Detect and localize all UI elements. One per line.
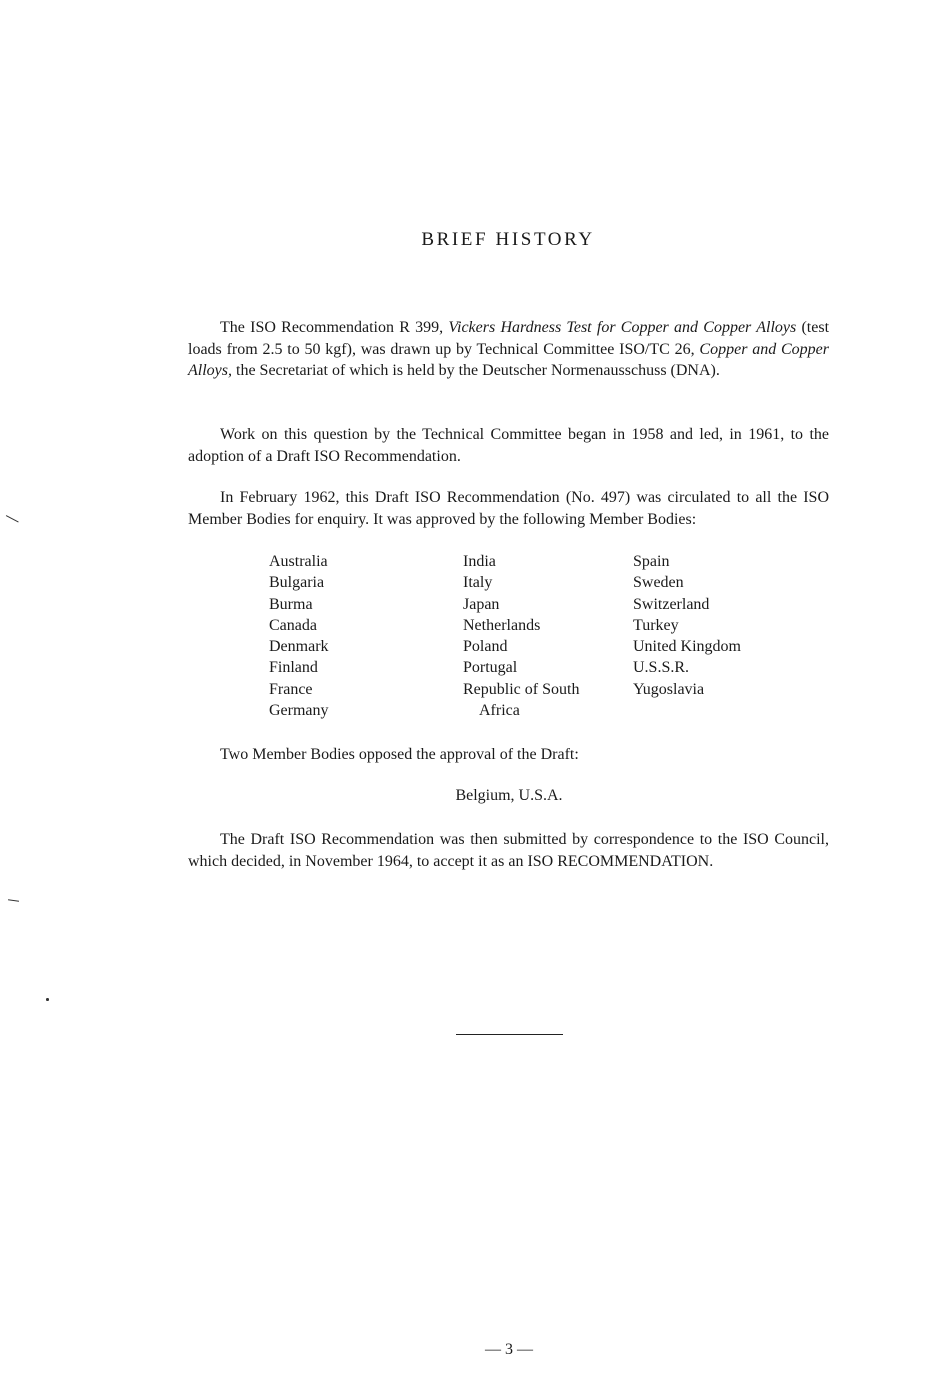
member-column-3 [633, 551, 741, 700]
member-item: United Kingdom [633, 638, 741, 656]
paragraph-opposition [188, 744, 829, 766]
member-item: France [269, 680, 313, 698]
intro-text-2: (test loads from 2.5 to 50 kgf), was drawn up by Technical Committee ISO/TC 26, [188, 319, 830, 358]
intro-text-1: The ISO Recommendation R 399, [220, 319, 449, 336]
member-item: Bulgaria [269, 574, 325, 592]
member-item: U.S.S.R. [633, 659, 690, 677]
member-item: Spain [633, 553, 670, 570]
member-item: Finland [269, 659, 318, 677]
member-column-1 [269, 551, 329, 721]
member-column-2 [463, 551, 579, 721]
member-item: Switzerland [633, 595, 710, 613]
member-item: Netherlands [463, 616, 541, 634]
paragraph-work [188, 424, 829, 467]
member-item: Yugoslavia [633, 680, 705, 698]
section-divider [456, 1034, 563, 1035]
intro-text-3: the Secretariat of which is held by the Deutscher Normenausschuss (DNA). [232, 362, 720, 379]
scan-artifact [8, 899, 19, 902]
member-item: Poland [463, 638, 508, 656]
intro-italic-committee: Copper and Copper Alloys, [188, 340, 830, 379]
member-item: Denmark [269, 638, 329, 656]
paragraph-council [188, 829, 829, 872]
scan-artifact [46, 998, 49, 1001]
member-item-continuation: Africa [479, 702, 520, 720]
opposed-members: Belgium, U.S.A. [455, 787, 563, 804]
paragraph-circulation [188, 487, 829, 530]
member-item: Italy [463, 574, 493, 592]
member-item: Japan [463, 595, 500, 613]
page-title: BRIEF HISTORY [421, 229, 595, 250]
member-item: Canada [269, 616, 317, 634]
member-item: Burma [269, 595, 313, 613]
member-item: Portugal [463, 659, 518, 677]
member-item: India [463, 553, 496, 570]
opposition-text: Two Member Bodies opposed the approval of the Draft: [220, 746, 579, 763]
circulation-text: In February 1962, this Draft ISO Recommendation (No. 497) was circulated to all the ISO Member Bodies for enquiry. It was approved by the following Member Bodies: [188, 489, 829, 528]
member-item: Turkey [633, 616, 679, 634]
page-number: — 3 — [485, 1341, 533, 1358]
intro-italic-title: Vickers Hardness Test for Copper and Copper Alloys [448, 319, 797, 336]
scan-artifact [6, 515, 19, 523]
member-item: Sweden [633, 574, 684, 592]
council-text: The Draft ISO Recommendation was then submitted by correspondence to the ISO Council, which decided, in November 1964, to accept it as an ISO RECOMMENDATION. [188, 831, 829, 870]
member-item: Australia [269, 553, 328, 570]
work-text: Work on this question by the Technical Committee began in 1958 and led, in 1961, to the adoption of a Draft ISO Recommendation. [188, 426, 829, 465]
member-item: Republic of South [463, 680, 580, 698]
paragraph-intro [188, 317, 829, 382]
member-item: Germany [269, 702, 329, 720]
